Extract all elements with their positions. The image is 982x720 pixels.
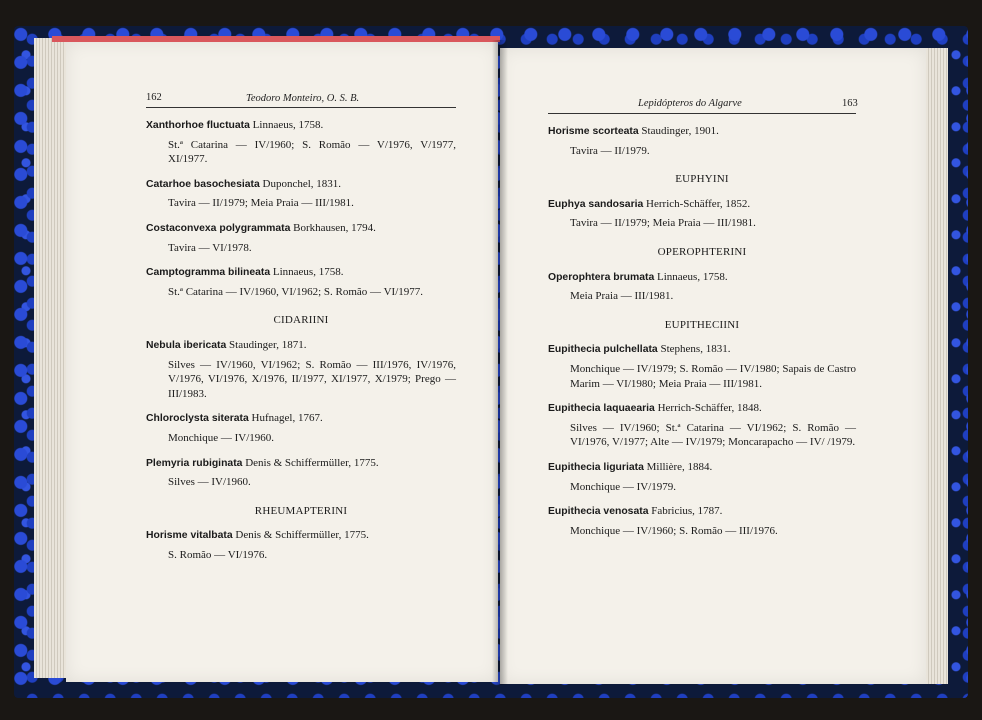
species-author: Staudinger, 1901. — [641, 125, 719, 137]
entry-spacer — [146, 401, 456, 411]
species-name: Eupithecia laquaearia — [548, 403, 655, 415]
entry-spacer — [548, 391, 856, 401]
species-entry — [548, 504, 856, 548]
species-entry — [548, 342, 856, 401]
section-heading: EUPITHECIINI — [664, 318, 740, 331]
entry-spacer — [146, 446, 456, 456]
species-author: Millière, 1884. — [646, 460, 713, 473]
section-heading: RHEUMAPTERINI — [254, 504, 348, 517]
species-author: Fabricius, 1787. — [651, 505, 723, 518]
species-name: Eupithecia venosata — [548, 506, 649, 518]
species-records: Monchique — IV/1960. — [168, 431, 275, 444]
left-page — [66, 42, 498, 682]
species-name: Operophtera brumata — [548, 271, 655, 283]
species-heading — [146, 456, 456, 472]
species-entry — [146, 221, 456, 265]
right-header-rule — [548, 113, 856, 114]
entry-spacer — [146, 299, 456, 309]
left-header-rule — [146, 107, 456, 108]
entry-spacer — [146, 167, 456, 177]
species-heading — [146, 338, 456, 354]
species-records: Monchique — IV/1979; S. Romão — IV/1980; Sapais de Castro Marim — VI/1980; Meia Praia — III/1981. — [570, 362, 856, 390]
entry-spacer — [548, 231, 856, 241]
species-name: Chloroclysta siterata — [146, 413, 249, 425]
section-heading: CIDARIINI — [273, 314, 329, 327]
species-records: Tavira — II/1979; Meia Praia — III/1981. — [570, 217, 756, 230]
species-records: Silves — IV/1960. — [168, 476, 251, 489]
species-entry — [548, 460, 856, 504]
species-name: Catarhoe basochesiata — [146, 178, 260, 190]
left-running-head: Teodoro Monteiro, O. S. B. — [246, 93, 360, 104]
species-heading — [146, 221, 456, 237]
species-heading — [146, 411, 456, 427]
species-records: S. Romão — VI/1976. — [168, 548, 268, 561]
species-name: Horisme scorteata — [548, 126, 639, 137]
species-heading — [146, 118, 456, 134]
species-entry — [146, 528, 456, 572]
species-author: Denis & Schiffermüller, 1775. — [235, 529, 369, 542]
species-author: Linnaeus, 1758. — [272, 266, 344, 279]
species-heading — [548, 197, 856, 213]
species-entry — [548, 401, 856, 460]
entry-spacer — [146, 490, 456, 500]
species-name: Xanthorhoe fluctuata — [146, 120, 250, 131]
species-entry — [548, 270, 856, 314]
species-author: Borkhausen, 1794. — [293, 221, 376, 234]
right-page-content — [548, 124, 856, 548]
species-entry — [548, 124, 856, 168]
species-heading — [548, 401, 856, 417]
species-heading — [548, 270, 856, 286]
species-records: Silves — IV/1960, VI/1962; S. Romão — III/1976, IV/1976, V/1976, VI/1976, X/1976, II/1977, XI/1977, X/1979; Prego — III/1983. — [168, 358, 456, 400]
species-heading — [548, 124, 856, 140]
species-entry — [146, 456, 456, 500]
species-name: Costaconvexa polygrammata — [146, 222, 291, 234]
right-running-head: Lepidópteros do Algarve — [638, 98, 742, 109]
species-entry — [146, 265, 456, 309]
species-heading — [548, 460, 856, 476]
entry-spacer — [548, 538, 856, 548]
right-page — [500, 48, 926, 684]
species-records: Monchique — IV/1960; S. Romão — III/1976. — [570, 524, 778, 537]
right-page-number: 163 — [842, 98, 858, 109]
species-name: Euphya sandosaria — [548, 198, 644, 210]
species-author: Linnaeus, 1758. — [252, 119, 324, 131]
species-records: Meia Praia — III/1981. — [570, 290, 674, 303]
species-records: St.ª Catarina — IV/1960; S. Romão — V/1976, V/1977, XI/1977. — [168, 138, 456, 166]
species-author: Herrich-Schäffer, 1848. — [657, 402, 762, 415]
book-gutter — [492, 40, 508, 685]
species-author: Staudinger, 1871. — [229, 338, 307, 351]
left-page-stack — [34, 38, 70, 678]
species-records: Tavira — VI/1978. — [168, 241, 252, 254]
entry-spacer — [146, 562, 456, 572]
species-author: Herrich-Schäffer, 1852. — [646, 197, 751, 210]
entry-spacer — [548, 450, 856, 460]
species-entry — [146, 411, 456, 455]
species-name: Plemyria rubiginata — [146, 457, 243, 469]
species-name: Horisme vitalbata — [146, 530, 233, 542]
species-entry — [146, 177, 456, 221]
species-heading — [146, 265, 456, 281]
entry-spacer — [548, 494, 856, 504]
species-name: Nebula ibericata — [146, 339, 227, 351]
species-heading — [548, 504, 856, 520]
species-name: Camptogramma bilineata — [146, 267, 271, 279]
species-name: Eupithecia pulchellata — [548, 344, 658, 356]
species-name: Eupithecia liguriata — [548, 461, 644, 473]
species-records: Tavira — II/1979. — [570, 144, 650, 157]
species-heading — [146, 528, 456, 544]
species-records: Silves — IV/1960; St.ª Catarina — VI/1962; S. Romão — VI/1976, V/1977; Alte — IV/1979; Moncarapacho — IV/ /1979. — [570, 421, 856, 449]
entry-spacer — [146, 255, 456, 265]
species-records: Monchique — IV/1979. — [570, 480, 677, 493]
species-heading — [548, 342, 856, 358]
species-heading — [146, 177, 456, 193]
entry-spacer — [146, 211, 456, 221]
section-heading: EUPHYINI — [675, 173, 729, 186]
left-page-content — [146, 118, 456, 572]
species-records: St.ª Catarina — IV/1960, VI/1962; S. Romão — VI/1977. — [168, 285, 424, 298]
species-author: Hufnagel, 1767. — [251, 412, 323, 425]
species-entry — [548, 197, 856, 241]
species-author: Denis & Schiffermüller, 1775. — [245, 456, 379, 469]
left-page-number: 162 — [146, 92, 162, 103]
species-author: Duponchel, 1831. — [262, 177, 342, 190]
entry-spacer — [548, 158, 856, 168]
right-page-stack — [926, 48, 948, 684]
section-heading: OPEROPHTERINI — [657, 245, 747, 258]
entry-spacer — [548, 304, 856, 314]
species-author: Linnaeus, 1758. — [657, 270, 728, 283]
species-entry — [146, 118, 456, 177]
species-entry — [146, 338, 456, 411]
species-records: Tavira — II/1979; Meia Praia — III/1981. — [168, 197, 354, 210]
species-author: Stephens, 1831. — [660, 343, 731, 356]
